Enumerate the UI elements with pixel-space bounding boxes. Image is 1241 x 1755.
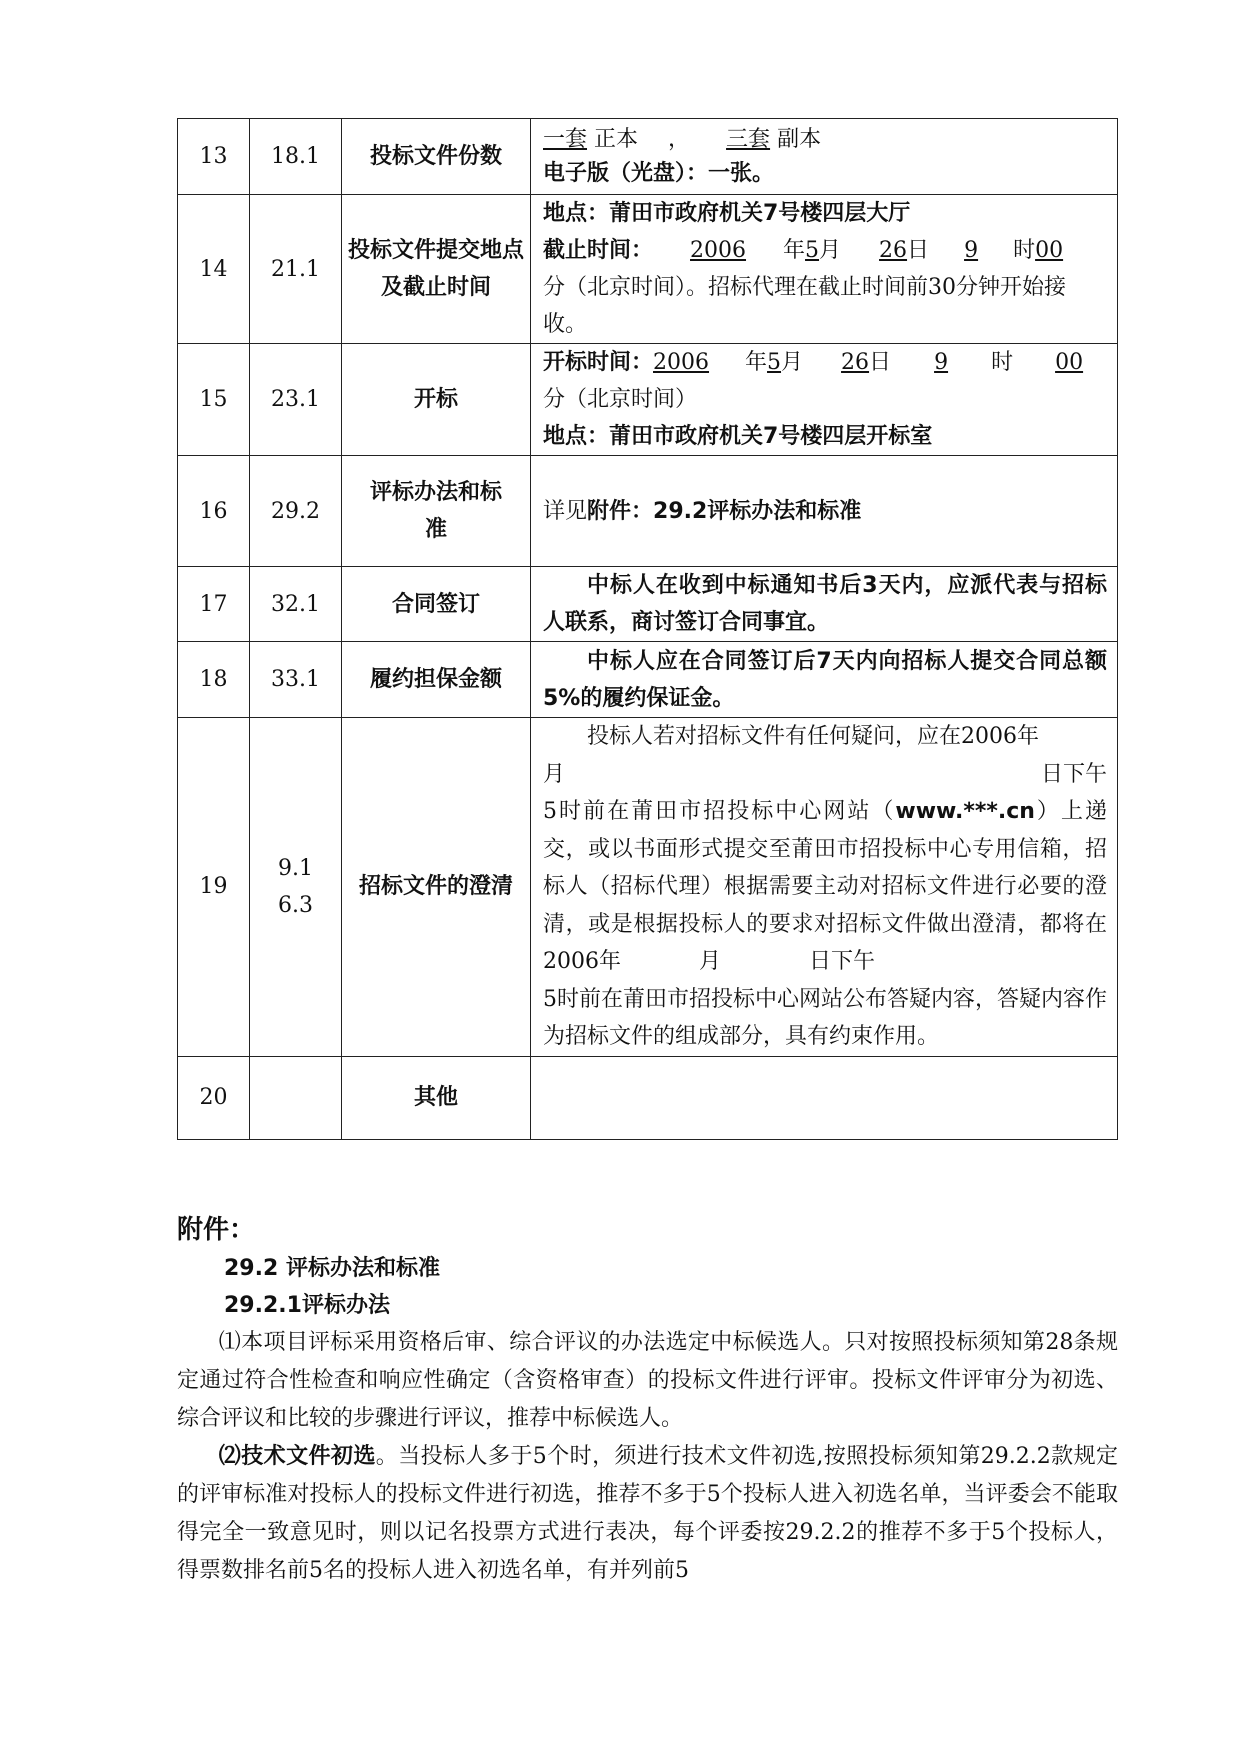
item-name	[342, 456, 531, 567]
item-content	[531, 119, 1118, 195]
deadline-minute: 00	[1035, 238, 1064, 263]
item-content	[531, 195, 1118, 344]
item-content	[531, 1056, 1118, 1139]
row-number: 14	[178, 195, 250, 344]
item-content	[531, 344, 1118, 456]
month-unit: 月	[781, 350, 804, 375]
duplicate-label: 副本	[777, 126, 822, 152]
original-copies: 一套	[543, 126, 588, 152]
appendix-subheading: 29.2 评标办法和标准	[224, 1256, 440, 1281]
deadline-note: 分（北京时间）。招标代理在截止时间前30分钟开始接收。	[543, 275, 1066, 337]
hour-unit: 时	[1013, 238, 1036, 263]
appendix-paragraph	[177, 1438, 1118, 1590]
deadline-label: 截止时间：	[543, 238, 654, 263]
table-row	[178, 344, 1118, 456]
opening-month: 5	[767, 350, 782, 375]
performance-bond-text: 中标人应在合同签订后7天内向招标人提交合同总额 5%的履约保证金。	[543, 648, 1107, 711]
original-label: 正本	[594, 126, 639, 152]
opening-day: 26	[841, 350, 870, 375]
clarification-day: 日下午	[809, 949, 876, 974]
item-content	[531, 567, 1118, 642]
row-number: 20	[178, 1056, 250, 1139]
item-name: 合同签订	[342, 567, 531, 642]
see-prefix: 详见	[543, 498, 588, 524]
table-row	[178, 195, 1118, 344]
appendix-section	[177, 1210, 1118, 1590]
opening-minute: 00	[1055, 350, 1084, 375]
table-row	[178, 456, 1118, 567]
year-unit: 年	[745, 350, 768, 375]
bid-info-table	[177, 118, 1118, 1140]
deadline-month: 5	[805, 238, 820, 263]
opening-location: 地点：莆田市政府机关7号楼四层开标室	[543, 424, 933, 449]
opening-timezone: 分（北京时间）	[543, 387, 698, 412]
year-unit: 年	[783, 238, 806, 263]
item-content	[531, 718, 1118, 1057]
opening-time-label: 开标时间：	[543, 350, 654, 375]
clarification-month: 月	[543, 761, 566, 787]
submission-location: 地点：莆田市政府机关7号楼四层大厅	[543, 201, 911, 226]
opening-hour: 9	[934, 350, 949, 375]
day-unit: 日	[869, 350, 892, 375]
deadline-hour: 9	[964, 238, 979, 263]
clause-number	[250, 718, 342, 1057]
table-row	[178, 718, 1118, 1057]
item-name-text: 投标文件提交地点及截止时间	[347, 238, 524, 300]
row-number: 18	[178, 642, 250, 718]
deadline-year: 2006	[690, 238, 747, 263]
clarification-day: 日下午	[1040, 761, 1107, 787]
row-number: 15	[178, 344, 250, 456]
clause-number: 33.1	[250, 642, 342, 718]
item-name: 履约担保金额	[342, 642, 531, 718]
item-name: 投标文件份数	[342, 119, 531, 195]
website-url: www.***.cn	[895, 799, 1035, 824]
table-row	[178, 642, 1118, 718]
clarification-text: 5时前在莆田市招投标中心网站公布答疑内容，答疑内容作为招标文件的组成部分，具有约束作用。	[543, 986, 1107, 1049]
row-number: 16	[178, 456, 250, 567]
clause-number	[250, 1056, 342, 1139]
row-number: 19	[178, 718, 250, 1057]
item-name	[342, 195, 531, 344]
clarification-line: 投标人若对招标文件有任何疑问，应在2006年	[587, 724, 1039, 749]
clarification-text: 5时前在莆田市招投标中心网站（	[543, 799, 896, 824]
clause-number: 23.1	[250, 344, 342, 456]
separator: ，	[668, 126, 691, 152]
paragraph-body: 。当投标人多于5个时，须进行技术文件初选,按照投标须知第29.2.2款规定的评审标准对投标人的投标文件进行初选，推荐不多于5个投标人进入初选名单，当评委会不能取得完全一致意见时，则以记名投票方式进行表决，每个评委按29.2.2的推荐不多于5个投标人，得票数排名前5名的投标人进入初选名单，有并列前5	[177, 1444, 1118, 1583]
item-name-text: 评标办法和标准	[369, 480, 502, 542]
item-content	[531, 456, 1118, 567]
appendix-subheading: 29.2.1评标办法	[224, 1293, 390, 1318]
contract-signing-text: 中标人在收到中标通知书后3天内，应派代表与招标人联系，商讨签订合同事宜。	[543, 573, 1107, 635]
appendix-paragraph: ⑴本项目评标采用资格后审、综合评议的办法选定中标候选人。只对按照投标须知第28条规定通过符合性检查和响应性确定（含资格审查）的投标文件进行评审。投标文件评审分为初选、综合评议和比较的步骤进行评议，推荐中标候选人。	[177, 1330, 1118, 1431]
row-number: 13	[178, 119, 250, 195]
day-unit: 日	[907, 238, 930, 263]
item-name: 其他	[342, 1056, 531, 1139]
appendix-title: 附件：	[177, 1215, 256, 1245]
item-content	[531, 642, 1118, 718]
hour-unit: 时	[991, 350, 1014, 375]
clause-number: 18.1	[250, 119, 342, 195]
appendix-reference: 附件：29.2评标办法和标准	[587, 498, 862, 524]
deadline-day: 26	[879, 238, 908, 263]
clause-number: 32.1	[250, 567, 342, 642]
item-name: 开标	[342, 344, 531, 456]
clause-line: 9.1	[278, 855, 313, 881]
item-name	[342, 718, 531, 1057]
paragraph-lead: ⑵技术文件初选	[218, 1444, 376, 1469]
month-unit: 月	[819, 238, 842, 263]
duplicate-copies: 三套	[726, 126, 771, 152]
clause-number: 29.2	[250, 456, 342, 567]
clarification-month: 月	[699, 949, 722, 974]
item-name-text: 招标文件的澄清	[358, 874, 513, 900]
row-number: 17	[178, 567, 250, 642]
opening-year: 2006	[653, 350, 710, 375]
clause-line: 6.3	[278, 892, 313, 918]
table-row	[178, 119, 1118, 195]
clause-number: 21.1	[250, 195, 342, 344]
clarification-text: ）上递交，或以书面形式提交至莆田市招投标中心专用信箱，招标人（招标代理）根据需要主动对招标文件进行必要的澄清，或是根据投标人的要求对招标文件做出澄清，都将在2006年	[543, 799, 1107, 974]
table-row	[178, 567, 1118, 642]
electronic-copies: 电子版（光盘）：一张。	[543, 160, 775, 186]
table-row	[178, 1056, 1118, 1139]
